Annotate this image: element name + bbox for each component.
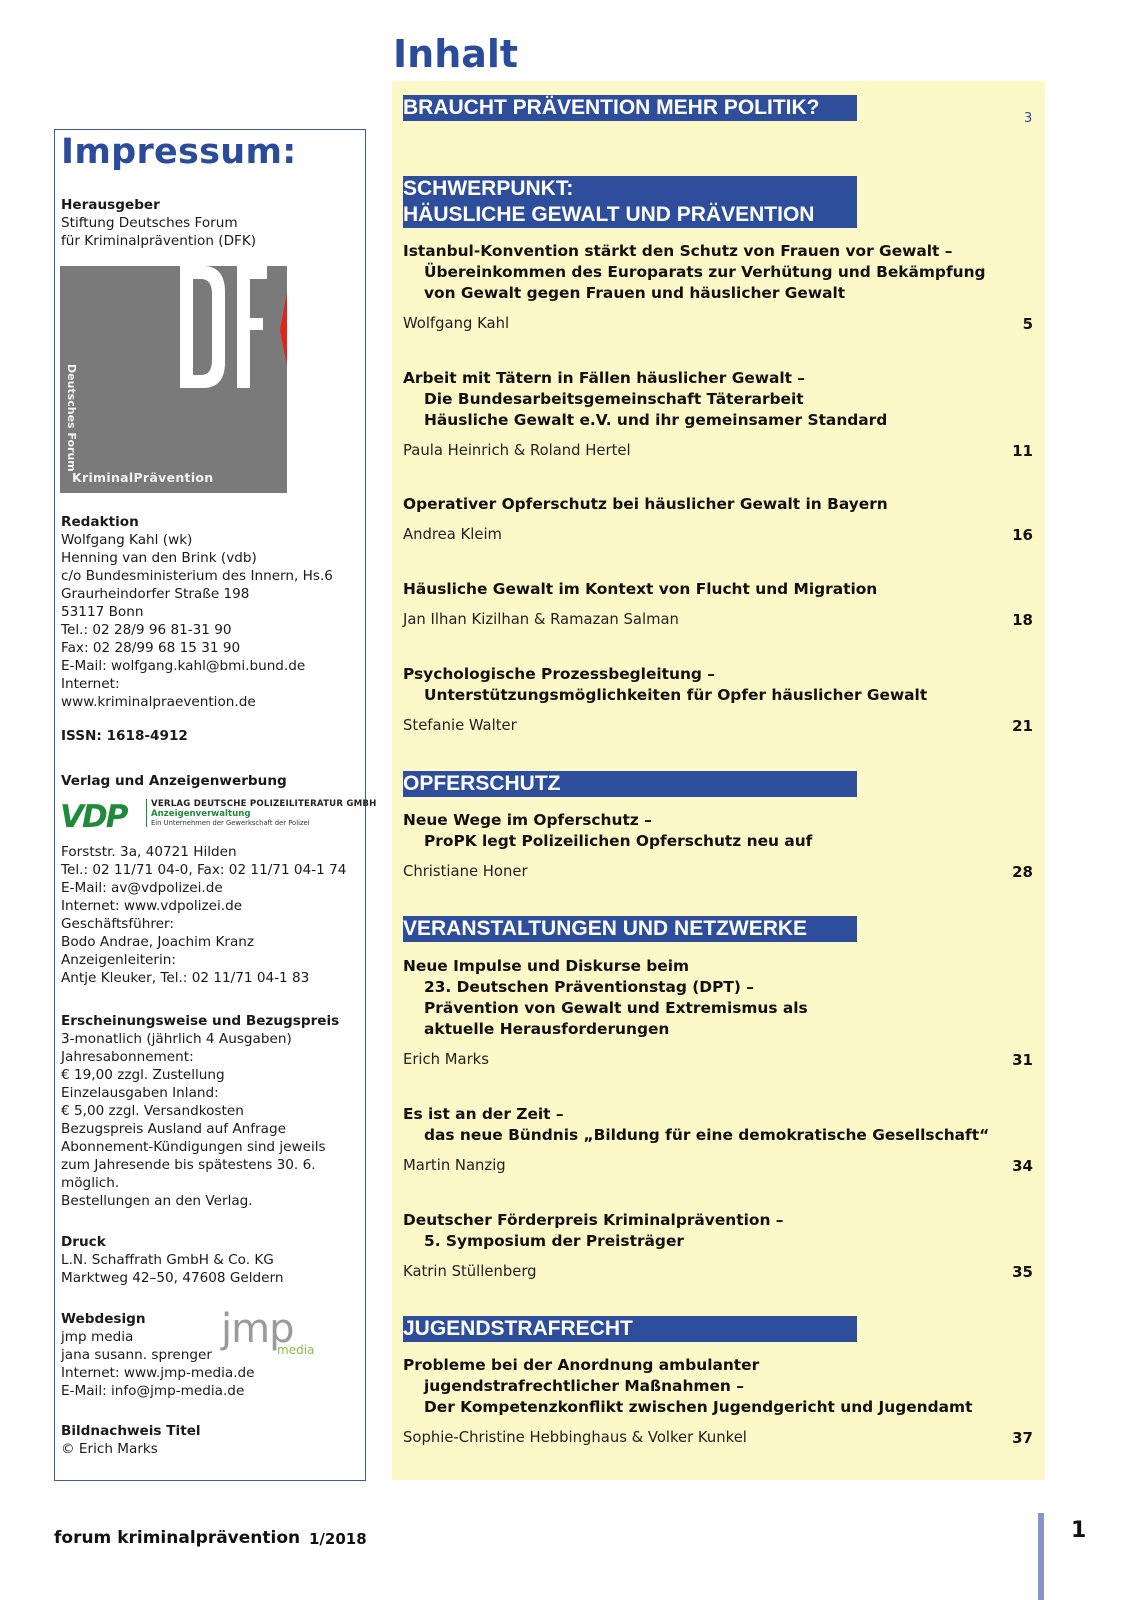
verlag-line: Forststr. 3a, 40721 Hilden [61, 844, 237, 860]
verlag-heading-block [61, 772, 287, 790]
toc-entry-page[interactable]: 18 [1012, 611, 1033, 629]
druck-block [61, 1233, 284, 1287]
toc-entry-title [403, 241, 1033, 304]
druck-line: Marktweg 42–50, 47608 Geldern [61, 1270, 284, 1286]
verlag-email[interactable]: E-Mail: av@vdpolizei.de [61, 880, 223, 896]
toc-entry-title [403, 810, 1033, 852]
dfk-subtext: KriminalPrävention [72, 470, 214, 485]
toc-entry-title-line: Arbeit mit Tätern in Fällen häuslicher Gewalt – [403, 369, 806, 387]
webdesign-line: jmp media [61, 1329, 134, 1345]
herausgeber-block [61, 196, 256, 250]
verlag-block [61, 843, 346, 987]
toc-entry-title-line: Es ist an der Zeit – [403, 1105, 564, 1123]
vdp-logo-line1: VERLAG DEUTSCHE POLIZEILITERATUR GMBH [151, 799, 377, 809]
toc-entry[interactable] [403, 579, 1033, 630]
erscheinung-line: € 19,00 zzgl. Zustellung [61, 1067, 225, 1083]
dfk-logo-graphic [60, 266, 287, 493]
section-header-opferschutz[interactable] [403, 771, 857, 797]
toc-entry-author: Jan Ilhan Kizilhan & Ramazan Salman [403, 611, 679, 628]
toc-entry[interactable] [403, 1355, 1033, 1448]
dfk-logo [60, 266, 287, 493]
toc-entry-title-line: Deutscher Förderpreis Kriminalprävention – [403, 1211, 784, 1229]
toc-entry-title-line: 5. Symposium der Preisträger [424, 1232, 684, 1250]
herausgeber-line: für Kriminalprävention (DFK) [61, 233, 257, 249]
toc-entry[interactable] [403, 956, 1033, 1070]
toc-entry-title-line: ProPK legt Polizeilichen Opferschutz neu auf [424, 832, 813, 850]
table-of-contents [392, 81, 1045, 1480]
toc-entry-title-line: Der Kompetenzkonflikt zwischen Jugendgericht und Jugendamt [424, 1398, 973, 1416]
redaktion-line: Internet: [61, 676, 120, 692]
verlag-line: Tel.: 02 11/71 04-0, Fax: 02 11/71 04-1 74 [61, 862, 347, 878]
toc-entry-page[interactable]: 37 [1012, 1429, 1033, 1447]
toc-entry-author: Martin Nanzig [403, 1157, 506, 1174]
erscheinung-line: Einzelausgaben Inland: [61, 1085, 219, 1101]
toc-entry-page[interactable]: 5 [1022, 315, 1033, 333]
toc-entry-author: Sophie-Christine Hebbinghaus & Volker Kunkel [403, 1429, 747, 1446]
druck-heading: Druck [61, 1234, 106, 1250]
toc-entry-title [403, 1355, 1033, 1418]
toc-entry-page[interactable]: 21 [1012, 717, 1033, 735]
toc-entry[interactable] [403, 1210, 1033, 1282]
toc-entry-title [403, 664, 1033, 706]
section-header-jugendstrafrecht[interactable] [403, 1316, 857, 1342]
bildnachweis-heading: Bildnachweis Titel [61, 1423, 201, 1439]
toc-entry-title-line: 23. Deutschen Präventionstag (DPT) – [424, 978, 754, 996]
toc-entry-title-line: das neue Bündnis „Bildung für eine demokratische Gesellschaft“ [424, 1126, 990, 1144]
redaktion-heading: Redaktion [61, 514, 139, 530]
vdp-logo-line3: Ein Unternehmen der Gewerkschaft der Polizei [151, 819, 310, 827]
toc-entry-title [403, 579, 1033, 600]
inhalt-title: Inhalt [393, 32, 519, 76]
toc-entry-page[interactable]: 31 [1012, 1051, 1033, 1069]
impressum-title: Impressum: [61, 132, 297, 172]
redaktion-line: c/o Bundesministerium des Innern, Hs.6 [61, 568, 333, 584]
section-header-line: HÄUSLICHE GEWALT UND PRÄVENTION [403, 203, 815, 226]
toc-entry-title [403, 494, 1033, 515]
section-header-politik[interactable] [403, 95, 857, 121]
erscheinung-heading: Erscheinungsweise und Bezugspreis [61, 1013, 340, 1029]
toc-entry-page[interactable]: 16 [1012, 526, 1033, 544]
toc-entry-author-row [403, 1050, 1033, 1070]
toc-entry[interactable] [403, 810, 1033, 882]
redaktion-line: Wolfgang Kahl (wk) [61, 532, 193, 548]
toc-entry-title-line: Operativer Opferschutz bei häuslicher Gewalt in Bayern [403, 495, 888, 513]
toc-entry-author-row [403, 314, 1033, 334]
vdp-logo-text [146, 799, 377, 827]
toc-entry-title-line: Neue Wege im Opferschutz – [403, 811, 652, 829]
toc-entry-author-row [403, 525, 1033, 545]
issn-block [61, 727, 188, 745]
toc-entry-title-line: jugendstrafrechtlicher Maßnahmen – [424, 1377, 744, 1395]
toc-entry-title-line: Neue Impulse und Diskurse beim [403, 957, 690, 975]
section-page-number[interactable]: 3 [1024, 111, 1033, 126]
toc-entry-author-row [403, 1428, 1033, 1448]
webdesign-heading: Webdesign [61, 1311, 146, 1327]
issn: ISSN: 1618-4912 [61, 728, 188, 744]
section-header-line: SCHWERPUNKT: [403, 177, 574, 200]
section-header-schwerpunkt[interactable] [403, 176, 857, 228]
toc-entry-page[interactable]: 34 [1012, 1157, 1033, 1175]
toc-entry-title-line: Häusliche Gewalt im Kontext von Flucht und Migration [403, 580, 878, 598]
toc-entry-author-row [403, 716, 1033, 736]
erscheinung-line: Abonnement-Kündigungen sind jeweils [61, 1139, 326, 1155]
toc-entry-title-line: Psychologische Prozessbegleitung – [403, 665, 715, 683]
bildnachweis-line: © Erich Marks [61, 1441, 158, 1457]
toc-entry-title-line: Übereinkommen des Europarats zur Verhütung und Bekämpfung [424, 263, 986, 281]
verlag-heading: Verlag und Anzeigenwerbung [61, 773, 287, 789]
toc-entry[interactable] [403, 494, 1033, 545]
toc-entry-title [403, 368, 1033, 431]
section-header-veranstaltungen[interactable] [403, 916, 857, 942]
toc-entry-title-line: von Gewalt gegen Frauen und häuslicher Gewalt [424, 284, 846, 302]
webdesign-email[interactable]: E-Mail: info@jmp-media.de [61, 1383, 245, 1399]
toc-entry-title-line: Istanbul-Konvention stärkt den Schutz von Frauen vor Gewalt – [403, 242, 953, 260]
toc-entry[interactable] [403, 368, 1033, 461]
vdp-logo [60, 797, 377, 837]
verlag-line: Anzeigenleiterin: [61, 952, 176, 968]
toc-entry-author: Paula Heinrich & Roland Hertel [403, 442, 631, 459]
redaktion-line: 53117 Bonn [61, 604, 144, 620]
erscheinung-line: Bezugspreis Ausland auf Anfrage [61, 1121, 286, 1137]
jmp-logo-word: jmp [221, 1306, 294, 1352]
toc-entry-author: Andrea Kleim [403, 526, 502, 543]
webdesign-website[interactable]: Internet: www.jmp-media.de [61, 1365, 255, 1381]
toc-entry-title-line: Häusliche Gewalt e.V. und ihr gemeinsamer Standard [424, 411, 888, 429]
toc-entry-page[interactable]: 28 [1012, 863, 1033, 881]
toc-entry-author: Katrin Stüllenberg [403, 1263, 537, 1280]
erscheinung-line: € 5,00 zzgl. Versandkosten [61, 1103, 244, 1119]
bildnachweis-block [61, 1422, 201, 1458]
toc-entry-author-row [403, 862, 1033, 882]
dfk-vertical-text: Deutsches Forum [65, 364, 78, 472]
section-header-line: OPFERSCHUTZ [403, 772, 561, 795]
redaktion-block [61, 513, 333, 711]
toc-entry-author-row [403, 441, 1033, 461]
toc-entry-title-line: Unterstützungsmöglichkeiten für Opfer häuslicher Gewalt [424, 686, 928, 704]
toc-entry-author: Stefanie Walter [403, 717, 517, 734]
footer-issue: 1/2018 [309, 1530, 367, 1548]
verlag-line: Antje Kleuker, Tel.: 02 11/71 04-1 83 [61, 970, 310, 986]
erscheinung-block [61, 1012, 339, 1210]
section-header-line: BRAUCHT PRÄVENTION MEHR POLITIK? [403, 96, 820, 119]
erscheinung-line: 3-monatlich (jährlich 4 Ausgaben) [61, 1031, 292, 1047]
erscheinung-line: Bestellungen an den Verlag. [61, 1193, 253, 1209]
toc-entry[interactable] [403, 664, 1033, 736]
toc-entry[interactable] [403, 1104, 1033, 1176]
toc-entry-author: Wolfgang Kahl [403, 315, 510, 332]
toc-entry[interactable] [403, 241, 1033, 334]
redaktion-line: Graurheindorfer Straße 198 [61, 586, 250, 602]
redaktion-email[interactable]: E-Mail: wolfgang.kahl@bmi.bund.de [61, 658, 306, 674]
section-header-line: VERANSTALTUNGEN UND NETZWERKE [403, 917, 808, 940]
toc-entry-title [403, 956, 1033, 1040]
webdesign-line: jana susann. sprenger [61, 1347, 212, 1363]
footer-rule [1038, 1513, 1044, 1600]
toc-entry-page[interactable]: 35 [1012, 1263, 1033, 1281]
herausgeber-line: Stiftung Deutsches Forum [61, 215, 238, 231]
toc-entry-page[interactable]: 11 [1012, 442, 1033, 460]
toc-entry-title-line: Prävention von Gewalt und Extremismus als [424, 999, 808, 1017]
toc-entry-author-row [403, 1262, 1033, 1282]
erscheinung-line: zum Jahresende bis spätestens 30. 6. [61, 1157, 316, 1173]
toc-entry-author-row [403, 1156, 1033, 1176]
herausgeber-heading: Herausgeber [61, 197, 160, 213]
druck-line: L.N. Schaffrath GmbH & Co. KG [61, 1252, 274, 1268]
redaktion-line: Tel.: 02 28/9 96 81-31 90 [61, 622, 232, 638]
verlag-website[interactable]: Internet: www.vdpolizei.de [61, 898, 243, 914]
toc-entry-title [403, 1104, 1033, 1146]
toc-entry-title-line: aktuelle Herausforderungen [424, 1020, 670, 1038]
toc-entry-author: Christiane Honer [403, 863, 528, 880]
section-header-line: JUGENDSTRAFRECHT [403, 1317, 633, 1340]
footer-magazine-name: forum kriminalprävention [54, 1528, 301, 1548]
vdp-logo-mark: VDP [60, 799, 127, 835]
redaktion-line: Henning van den Brink (vdb) [61, 550, 257, 566]
vdp-logo-line2: Anzeigenverwaltung [151, 809, 251, 819]
footer-page-number: 1 [1071, 1518, 1087, 1543]
erscheinung-line: Jahresabonnement: [61, 1049, 194, 1065]
toc-entry-title-line: Die Bundesarbeitsgemeinschaft Täterarbeit [424, 390, 804, 408]
toc-entry-author: Erich Marks [403, 1051, 489, 1068]
erscheinung-line: möglich. [61, 1175, 120, 1191]
toc-entry-title [403, 1210, 1033, 1252]
redaktion-line: Fax: 02 28/99 68 15 31 90 [61, 640, 241, 656]
redaktion-website[interactable]: www.kriminalpraevention.de [61, 694, 256, 710]
verlag-line: Geschäftsführer: [61, 916, 174, 932]
toc-entry-author-row [403, 610, 1033, 630]
impressum-box [54, 129, 377, 1481]
verlag-line: Bodo Andrae, Joachim Kranz [61, 934, 255, 950]
jmp-logo [221, 1306, 341, 1357]
toc-entry-title-line: Probleme bei der Anordnung ambulanter [403, 1356, 760, 1374]
jmp-logo-sub: media [277, 1343, 315, 1357]
